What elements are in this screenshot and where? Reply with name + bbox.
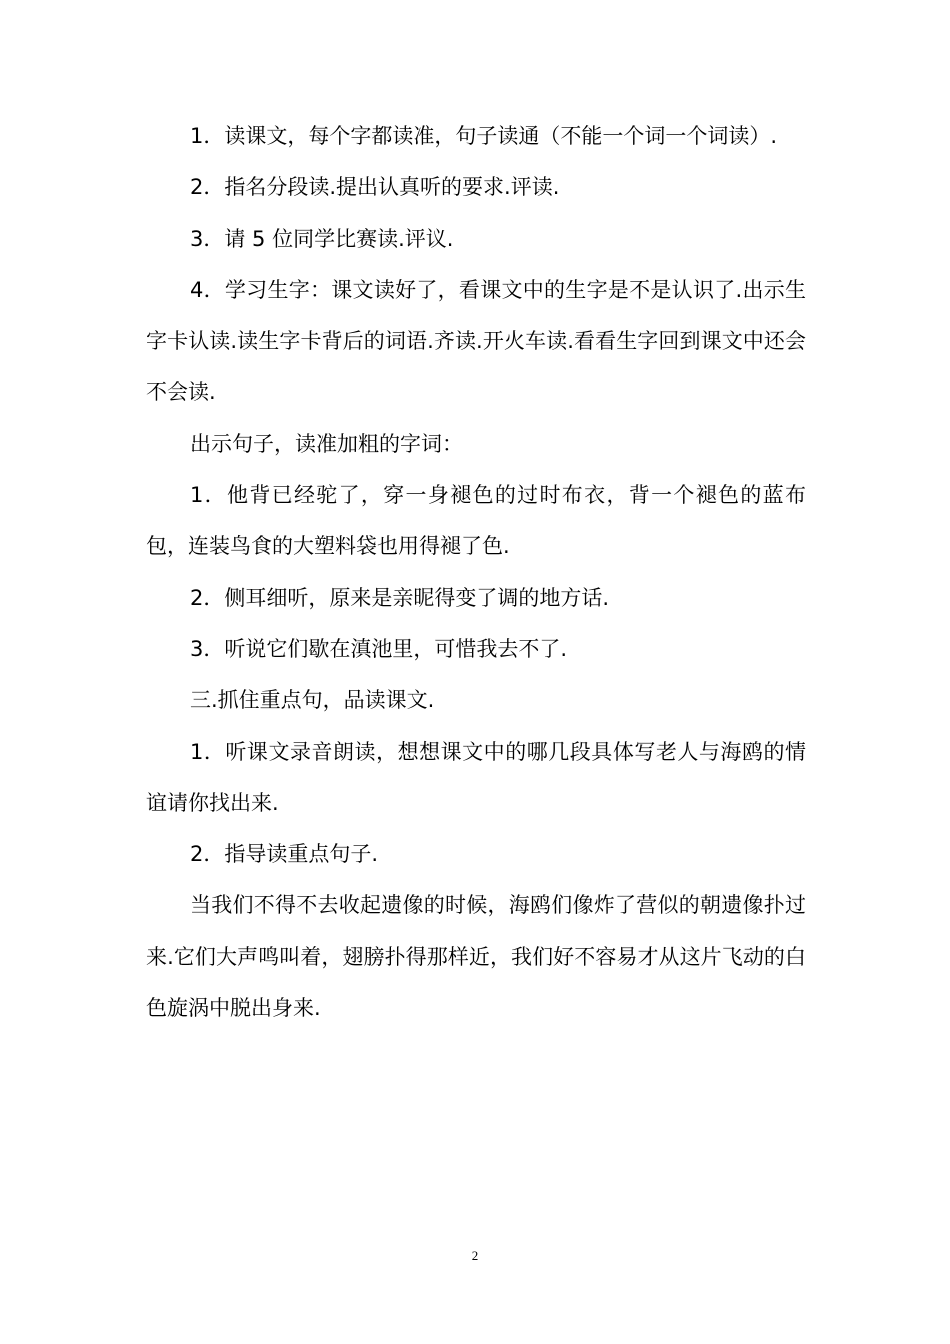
paragraph-show-sentences: 出示句子，读准加粗的字词： <box>190 431 463 456</box>
paragraph-guide-reading: 2．指导读重点句子. <box>190 842 379 867</box>
document-body <box>146 111 806 1034</box>
paragraph-listen-recording: 1．听课文录音朗读，想想课文中的哪几段具体写老人与海鸥的情谊请你找出来. <box>146 739 806 815</box>
paragraph-reading-competition: 3．请 5 位同学比赛读.评议. <box>190 226 454 251</box>
paragraph-read-text-accurately: 1．读课文，每个字都读准，句子读通（不能一个词一个词读）. <box>190 124 778 148</box>
paragraph-read-by-sections: 2．指名分段读.提出认真听的要求.评读. <box>190 175 560 200</box>
section-heading-key-sentences: 三.抓住重点句，品读课文. <box>190 688 435 713</box>
paragraph-sentence-2: 2．侧耳细听，原来是亲昵得变了调的地方话. <box>190 585 610 610</box>
paragraph-learn-new-characters: 4．学习生字：课文读好了，看课文中的生字是不是认识了.出示生字卡认读.读生字卡背后的词语.齐读.开火车读.看看生字回到课文中还会不会读. <box>146 277 806 405</box>
page-number: 2 <box>471 1248 479 1263</box>
paragraph-sentence-3: 3．听说它们歇在滇池里，可惜我去不了. <box>190 636 568 661</box>
paragraph-quoted-passage: 当我们不得不去收起遗像的时候，海鸥们像炸了营似的朝遗像扑过来.它们大声鸣叫着，翅膀扑得那样近，我们好不容易才从这片飞动的白色旋涡中脱出身来. <box>146 893 806 1021</box>
paragraph-sentence-1: 1．他背已经驼了，穿一身褪色的过时布衣，背一个褪色的蓝布包，连装鸟食的大塑料袋也用得褪了色. <box>146 483 806 559</box>
